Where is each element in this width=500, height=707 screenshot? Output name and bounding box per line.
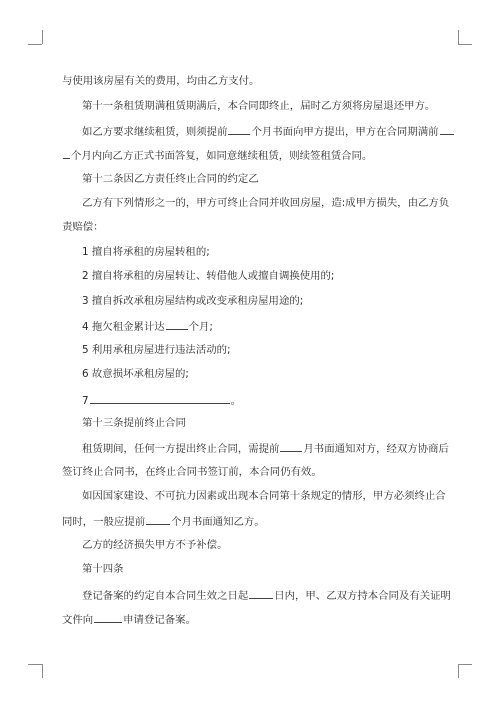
list-item: 4 拖欠租金累计达 个月;: [82, 318, 213, 334]
text-line: 如乙方要求继续租赁，则须提前 个月书面向甲方提出，甲方在合同期满前: [82, 123, 455, 139]
clause-14-heading: 第十四条: [82, 563, 124, 575]
text-line: 登记备案的约定自本合同生效之日起 日内，甲、乙双方持本合同及有关证明: [82, 587, 451, 603]
fill-in-blank[interactable]: [166, 318, 188, 330]
list-item: 5 利用承租房屋进行违法活动的;: [82, 344, 231, 356]
text-line: 乙方的经济损失甲方不予补偿。: [82, 539, 228, 551]
fill-in-blank[interactable]: [63, 147, 70, 159]
text-line: 个月内向乙方正式书面答复，如同意继续租赁，则续签租赁合同。: [62, 147, 372, 163]
text-line: 如因国家建设、不可抗力因素或出现本合同第十条规定的情形，甲方必须终止合: [82, 490, 446, 502]
text-line: 租赁期间，任何一方提出终止合同，需提前 月书面通知对方，经双方协商后: [82, 440, 449, 456]
text-line: 签订终止合同书，在终止合同书签订前，本合同仍有效。: [62, 466, 322, 478]
text-line: 乙方有下列情形之一的，甲方可终止合同并收回房屋，造:成甲方损失，由乙方负: [82, 197, 450, 209]
fill-in-blank[interactable]: [440, 123, 454, 135]
clause-13-heading: 第十三条提前终止合同: [82, 417, 186, 429]
list-item: 1 擅自将承租的房屋转租的;: [82, 246, 210, 258]
list-item: 7 。: [82, 392, 241, 408]
fill-in-blank[interactable]: [94, 611, 122, 623]
clause-11-heading: 第十一条租赁期满租赁期满后，本合同即终止，届时乙方须将房屋退还甲方。: [82, 100, 436, 112]
fill-in-blank[interactable]: [228, 123, 250, 135]
fill-in-blank[interactable]: [280, 440, 302, 452]
text-line: 责赔偿：: [62, 221, 104, 233]
fill-in-blank[interactable]: [146, 513, 170, 525]
list-item: 3 擅自拆改承租房屋结构或改变承租房屋用途的;: [82, 295, 304, 307]
fill-in-blank[interactable]: [90, 392, 230, 404]
text-line: 同时，一般应提前 个月书面通知乙方。: [62, 513, 265, 529]
clause-12-heading: 第十二条因乙方责任终止合同的约定乙: [82, 173, 259, 185]
text-line: 与使用该房屋有关的费用，均由乙方支付。: [62, 75, 260, 87]
text-line: 文件向 申请登记备案。: [62, 611, 196, 627]
fill-in-blank[interactable]: [249, 587, 273, 599]
list-item: 6 故意损坏承租房屋的;: [82, 368, 189, 380]
list-item: 2 擅自将承租的房屋转让、转借他人或擅自调换使用的;: [82, 270, 335, 282]
